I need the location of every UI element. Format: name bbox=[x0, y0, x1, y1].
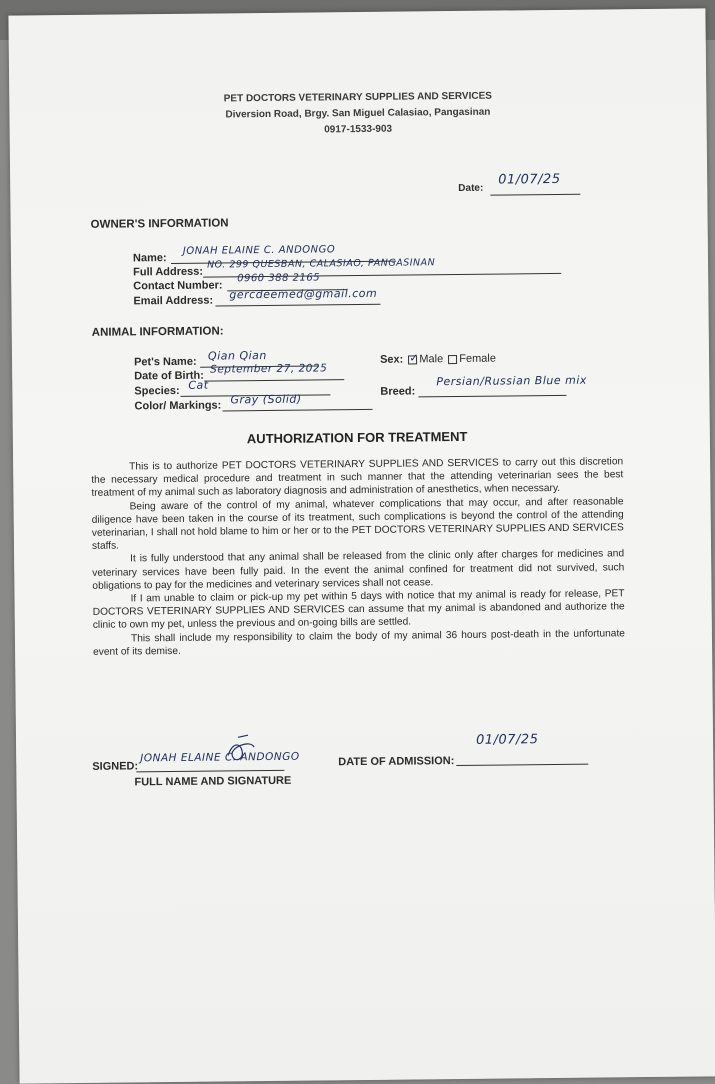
authorization-text bbox=[91, 455, 625, 659]
owner-address-label: Full Address: bbox=[133, 265, 204, 279]
authorization-paragraph-5: This shall include my responsibility to claim the body of my animal 36 hours post-death in the unfortunate event of its demise. bbox=[93, 627, 625, 658]
female-checkbox[interactable] bbox=[448, 355, 457, 364]
owner-heading: OWNER'S INFORMATION bbox=[90, 217, 229, 231]
authorization-paragraph-1: This is to authorize PET DOCTORS VETERINARY SUPPLIES AND SERVICES to carry out this discretion the necessary medical procedure and treatment in such manner that the attending veterinarian sees the best treatment of my animal such as laboratory diagnosis and administration of anesthetics, when necessary. bbox=[91, 456, 624, 500]
check-mark-icon: ✓ bbox=[409, 351, 419, 365]
animal-heading: ANIMAL INFORMATION: bbox=[91, 325, 224, 339]
signed-value: JONAH ELAINE C. ANDONGO bbox=[140, 750, 300, 765]
authorization-paragraph-2: Being aware of the control of my animal, whatever complications that may occur, and after reasonable diligence have been taken in the course of its treatment, such complications is beyond the control of the attending veterinarian, I shall not hold blame to him or her or to the PET DOCTORS VETERINARY SUPPLIES AND SERVICES staffs. bbox=[91, 495, 624, 553]
pet-name-value: Qian Qian bbox=[207, 348, 267, 363]
breed-line bbox=[418, 395, 566, 398]
owner-contact-value: 0960 388 2165 bbox=[237, 272, 321, 285]
consent-form-sheet bbox=[8, 8, 715, 1083]
owner-address-value: NO. 299 QUESBAN, CALASIAO, PANGASINAN bbox=[206, 257, 436, 271]
admission-line bbox=[456, 764, 588, 766]
color-label: Color/ Markings: bbox=[134, 399, 222, 413]
sex-label: Sex: bbox=[379, 353, 404, 366]
sex-field bbox=[380, 353, 496, 366]
owner-email-line bbox=[215, 304, 380, 307]
full-name-label: FULL NAME AND SIGNATURE bbox=[134, 774, 292, 789]
date-line bbox=[490, 194, 580, 196]
date-value: 01/07/25 bbox=[498, 171, 561, 188]
color-line bbox=[223, 409, 373, 412]
date-label: Date: bbox=[458, 182, 484, 194]
signature-scribble bbox=[224, 733, 264, 767]
authorization-paragraph-4: If I am unable to claim or pick-up my pet within 5 days with notice that my animal is ready for release, PET DOCTORS VETERINARY SUPPLIES AND SERVICES can assume that my animal is abandoned and authorize the clinic to own my pet, unless the previous and on-going bills are settled. bbox=[92, 588, 625, 632]
dob-line bbox=[204, 379, 344, 381]
dob-label: Date of Birth: bbox=[134, 369, 204, 383]
sex-female-label: Female bbox=[459, 352, 497, 365]
pet-name-label: Pet's Name: bbox=[134, 355, 197, 369]
company-address: Diversion Road, Brgy. San Miguel Calasiao, Pangasinan bbox=[225, 106, 491, 121]
company-name: PET DOCTORS VETERINARY SUPPLIES AND SERVICES bbox=[223, 90, 492, 105]
sex-male-label: Male bbox=[419, 353, 444, 366]
signed-label: SIGNED: bbox=[92, 760, 139, 773]
dob-value: September 27, 2025 bbox=[210, 362, 328, 376]
admission-label: DATE OF ADMISSION: bbox=[338, 755, 455, 769]
authorization-paragraph-3: It is fully understood that any animal shall be released from the clinic only after charges for medicines and veterinary services have been fully paid. In the event the animal confined for treatment did not survived, such obligations to pay for the medicines and veterinary services shall not cease. bbox=[92, 548, 625, 592]
owner-email-value: gercdeemed@gmail.com bbox=[229, 286, 378, 302]
male-checkbox[interactable] bbox=[408, 351, 419, 365]
breed-label: Breed: bbox=[380, 385, 416, 398]
signed-line bbox=[136, 770, 284, 773]
owner-contact-label: Contact Number: bbox=[133, 279, 223, 293]
owner-email-label: Email Address: bbox=[133, 294, 214, 308]
company-phone: 0917-1533-903 bbox=[324, 123, 393, 136]
owner-name-value: JONAH ELAINE C. ANDONGO bbox=[182, 244, 336, 257]
breed-value: Persian/Russian Blue mix bbox=[436, 373, 587, 389]
authorization-title: AUTHORIZATION FOR TREATMENT bbox=[246, 428, 468, 447]
species-value: Cat bbox=[188, 378, 209, 392]
color-value: Gray (Solid) bbox=[230, 392, 302, 407]
species-label: Species: bbox=[134, 384, 180, 398]
admission-value: 01/07/25 bbox=[475, 732, 539, 748]
owner-name-label: Name: bbox=[132, 252, 167, 265]
